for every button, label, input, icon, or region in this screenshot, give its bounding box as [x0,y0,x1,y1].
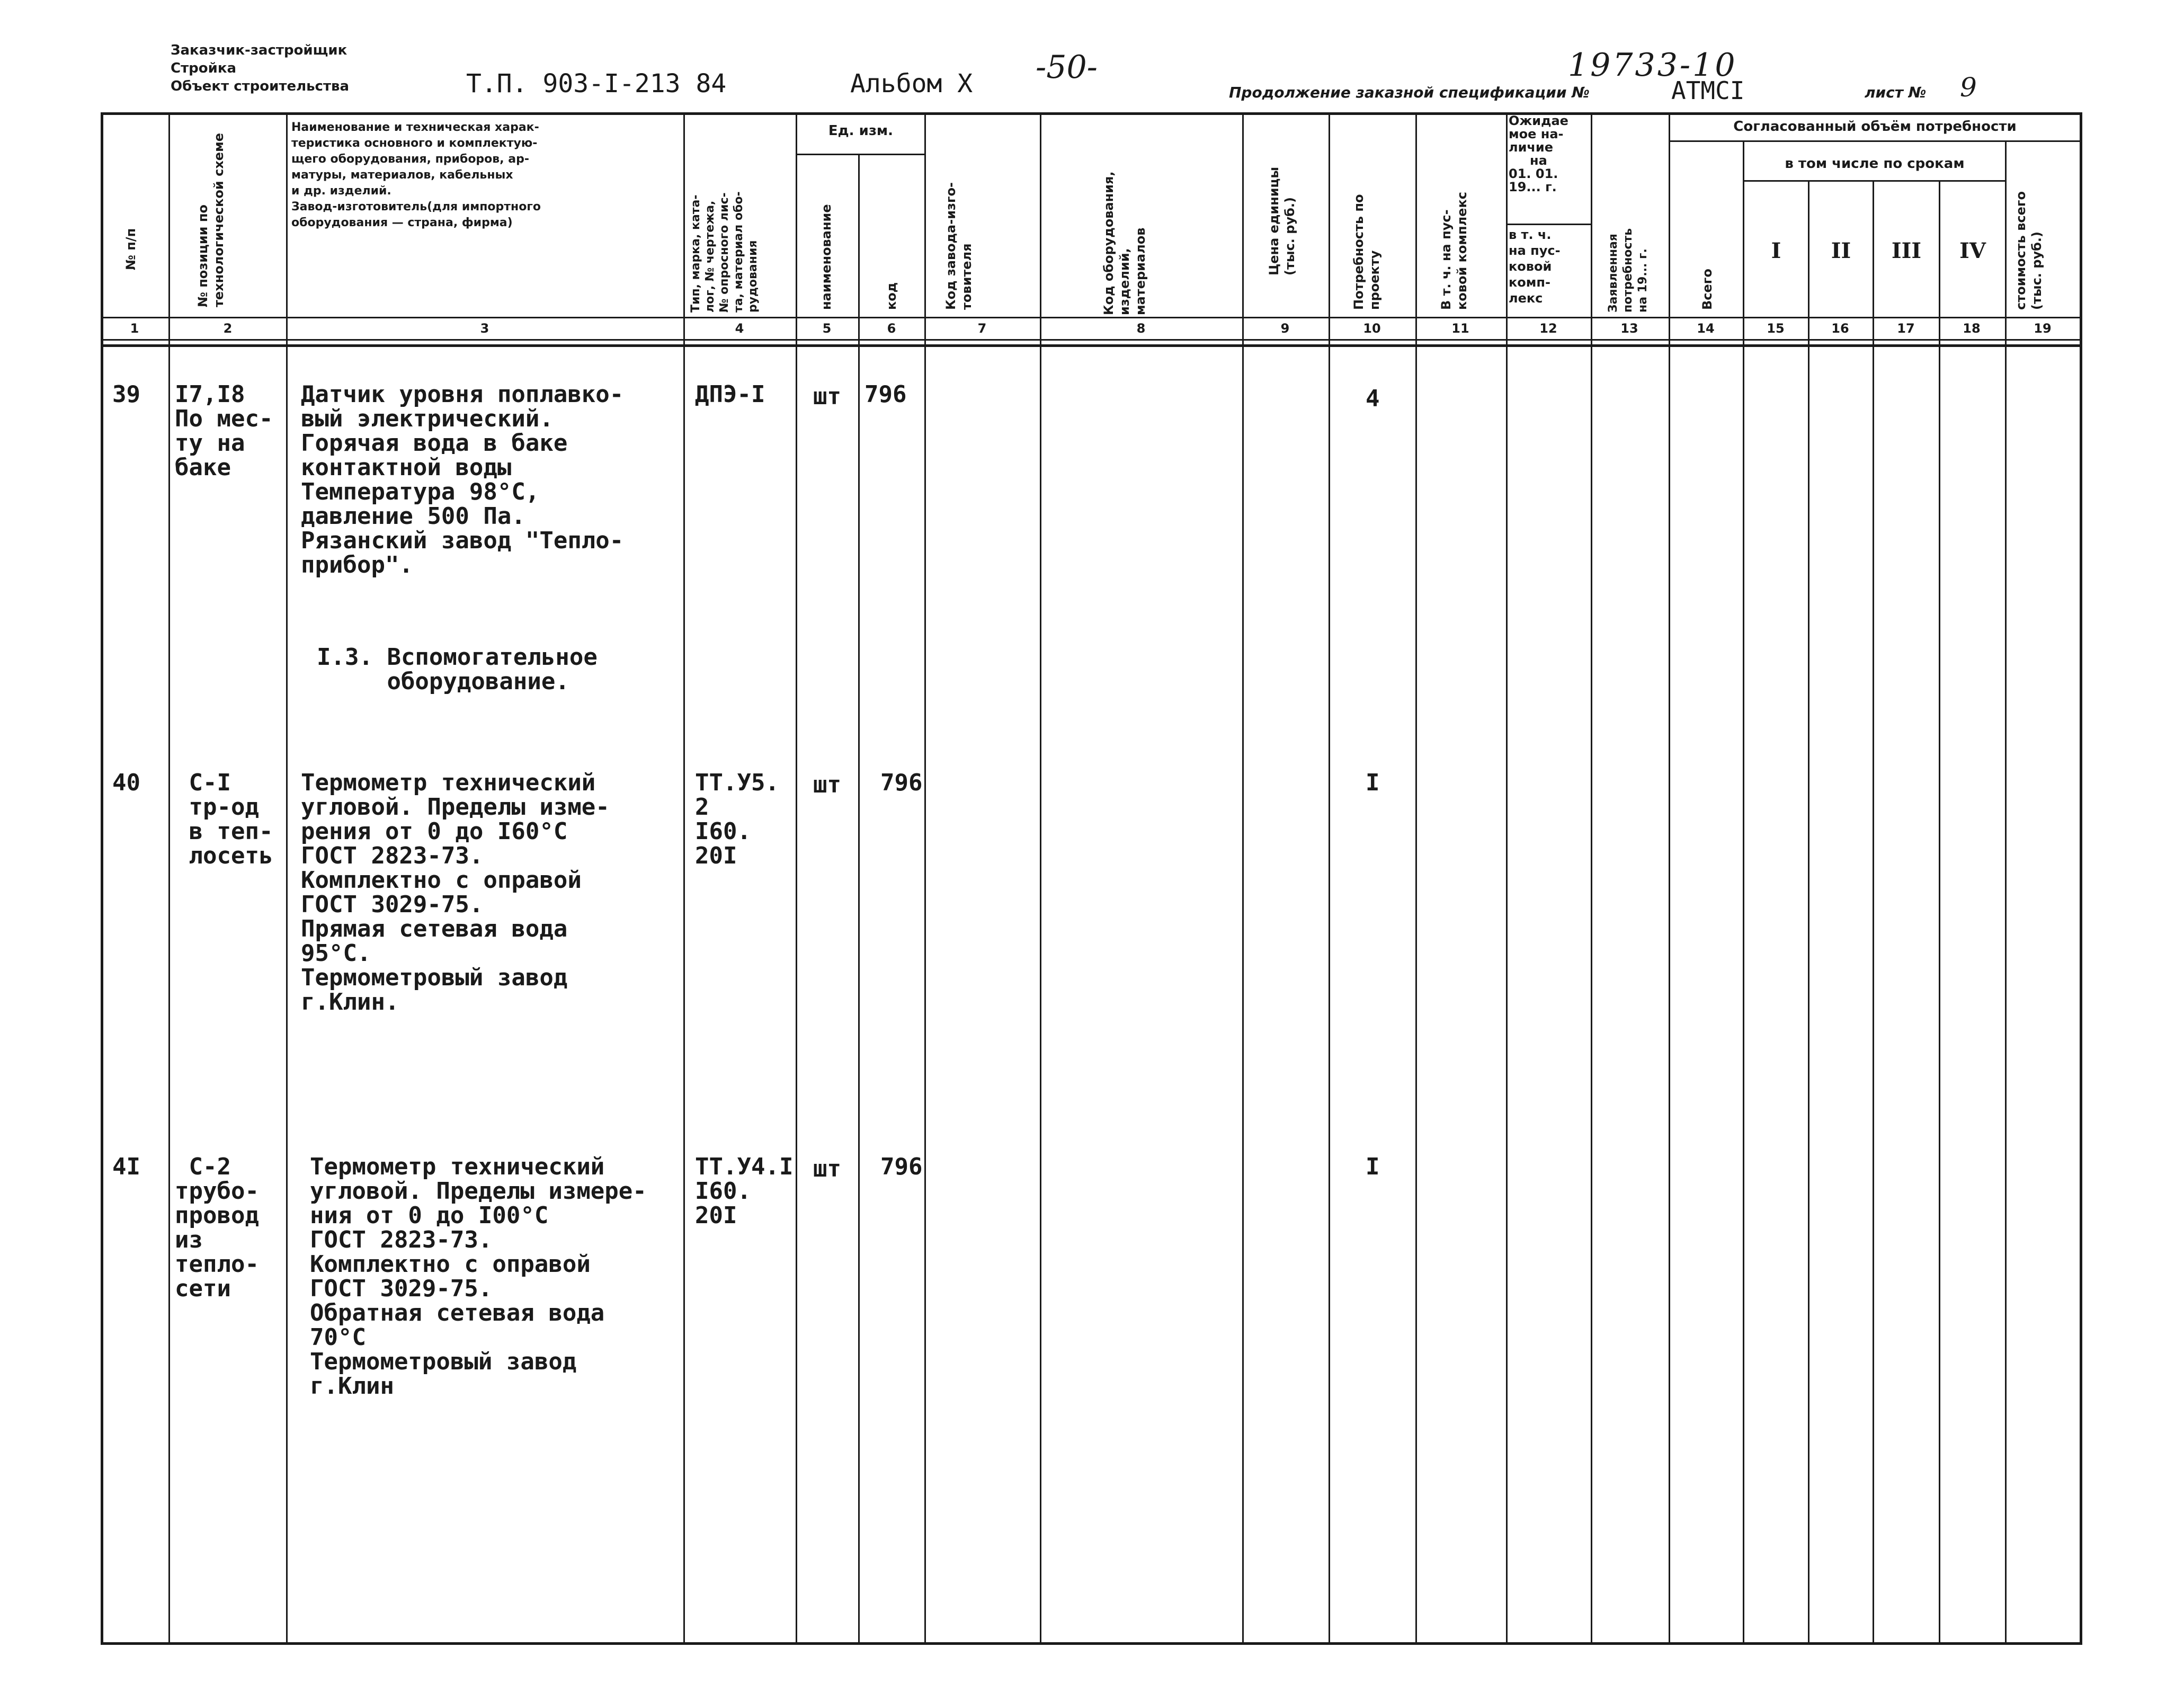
column-number: 12 [1539,321,1557,336]
col-header-no: № п/п [123,228,138,270]
row-description: Термометр технический угловой. Пределы изме- рения от 0 до I60°С ГОСТ 2823-73. Комплектно с оправой ГОСТ 3029-75. Прямая сетевая вода 95°С. Термометровый завод г.Клин. [301,769,610,1016]
row-unit-code: 796 [880,1153,923,1180]
row-unit: шт [813,1155,841,1182]
row-unit: шт [813,771,841,798]
column-number: 18 [1963,321,1981,336]
column-number: 4 [735,321,744,336]
row-unit: шт [813,383,841,410]
col-header-expected-startup: в т. ч. на пус- ковой комп- лекс [1509,227,1561,306]
col-header-term-2: II [1831,238,1851,263]
row-position: С-2 трубо- провод из тепло- сети [175,1153,259,1302]
column-number: 9 [1280,321,1290,336]
column-number: 16 [1831,321,1849,336]
col-header-expected-stock: Ожидае мое на- личие на 01. 01. 19... г. [1509,113,1568,194]
album-label: Альбом X [850,69,973,99]
col-header-term-1: I [1771,238,1781,263]
col-group-unit: Ед. изм. [828,123,894,139]
col-header-unit-price: Цена единицы (тыс. руб.) [1267,166,1297,275]
col-header-project-need: Потребность по проекту [1351,194,1382,310]
column-number: 15 [1767,321,1785,336]
project-number: Т.П. 903-I-213 84 [466,69,727,99]
col-header-equipment-code: Код оборудования, изделий, материалов [1101,171,1148,315]
col-group-agreed: Согласованный объём потребности [1733,119,2017,135]
col-header-declared-need: Заявленная потребность на 19... г. [1607,228,1650,313]
column-number: 13 [1620,321,1638,336]
column-number: 3 [480,321,489,336]
column-number: 8 [1136,321,1146,336]
row-type: ДПЭ-I [695,381,765,408]
col-header-unit-code: код [884,282,899,310]
row-project-need: 4 [1366,385,1380,412]
row-position: I7,I8 По мес- ту на баке [175,381,273,481]
row-description: Датчик уровня поплавко- вый электрический. Горячая вода в баке контактной воды Температура 98°С, давление 500 Па. Рязанский завод "Тепло- прибор". [301,381,624,578]
col-header-position: № позиции по технологической схеме [195,133,226,307]
row-position: С-I тр-од в теп- лосеть [189,769,273,869]
row-project-need: I [1366,1153,1380,1180]
col-group-terms: в том числе по срокам [1785,156,1965,172]
column-number: 7 [977,321,987,336]
sheet-label: лист № [1865,84,1927,101]
col-header-total-cost: стоимость всего (тыс. руб.) [2013,191,2044,310]
col-header-unit-name: наименование [819,204,834,310]
col-header-description: Наименование и техническая харак- теристика основного и комплектую- щего оборудования, приборов, ар- матуры, материалов, кабельных и др. изделий. Завод-изготовитель(для импортного оборудования — страна, фирма) [291,121,541,229]
column-number: 2 [223,321,233,336]
row-number: 39 [112,381,140,408]
row-number: 40 [112,769,140,796]
sheet-number: 9 [1960,72,1977,103]
customer-block [171,41,349,95]
column-number: 1 [130,321,139,336]
col-header-term-4: IV [1959,238,1986,263]
col-header-total: Всего [1700,269,1715,310]
column-number: 17 [1897,321,1915,336]
col-header-term-3: III [1891,238,1922,263]
spec-number: АТМСI [1671,76,1745,105]
customer-label: Заказчик-застройщик [171,42,347,58]
row-unit-code: 796 [864,381,907,408]
column-number: 11 [1451,321,1469,336]
document-number: 19733-10 [1568,47,1737,84]
section-heading: I.3. Вспомогательное оборудование. [317,644,598,695]
col-header-type: Тип, марка, ката- лог, № чертежа, № опросного лис- та, материал обо- рудования [689,191,760,313]
column-number: 10 [1363,321,1381,336]
row-unit-code: 796 [880,769,923,796]
column-number: 5 [822,321,832,336]
object-label: Объект строительства [171,78,350,94]
row-type: ТТ.У4.I I60. 20I [695,1153,794,1229]
column-number: 6 [887,321,896,336]
construction-label: Стройка [171,60,237,76]
column-number: 19 [2034,321,2052,336]
row-type: ТТ.У5. 2 I60. 20I [695,769,779,869]
column-number: 14 [1697,321,1715,336]
spec-label: Продолжение заказной спецификации № [1229,84,1590,101]
row-description: Термометр технический угловой. Пределы измере- ния от 0 до I00°С ГОСТ 2823-73. Комплектно с оправой ГОСТ 3029-75. Обратная сетевая вода 70°С Термометровый завод г.Клин [310,1153,647,1400]
page-mark: -50- [1036,49,1098,86]
row-number: 4I [112,1153,140,1180]
col-header-startup-complex: В т. ч. на пус- ковой комплекс [1439,192,1469,310]
row-project-need: I [1366,769,1380,796]
col-header-manufacturer-code: Код завода-изго- товителя [943,182,974,310]
